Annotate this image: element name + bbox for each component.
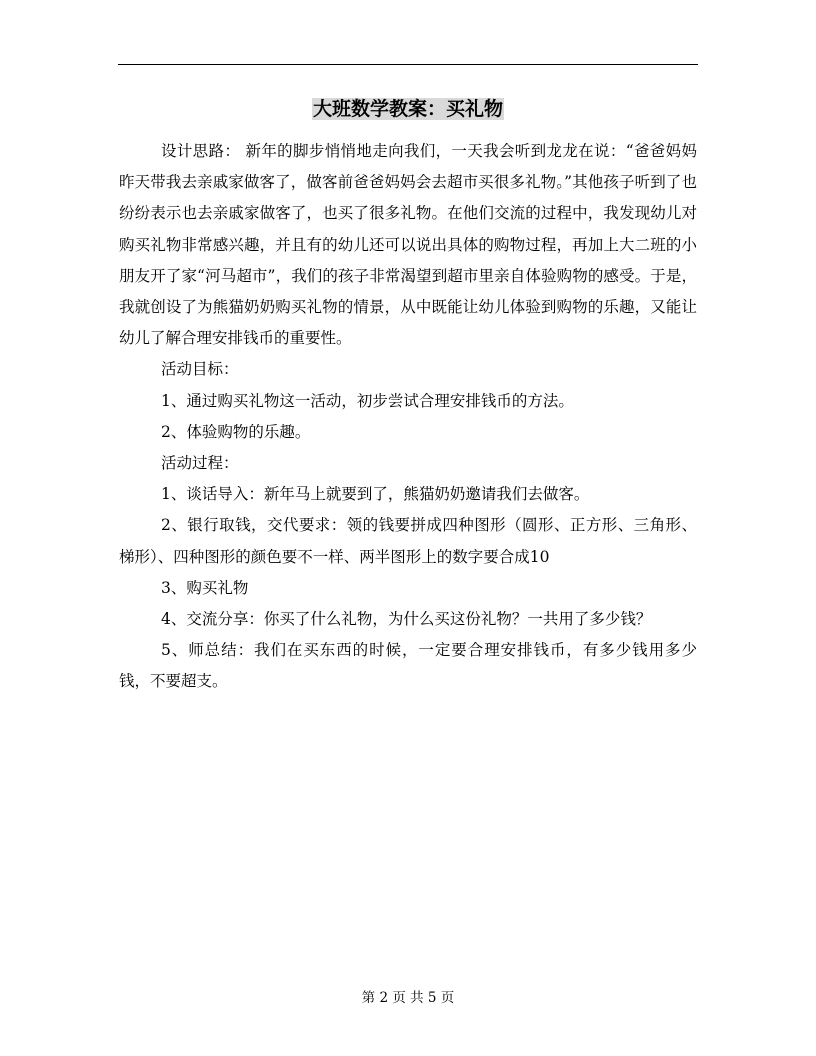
heading-activity-goals: 活动目标： xyxy=(161,360,239,379)
process-step-5: 5、师总结：我们在买东西的时候，一定要合理安排钱币，有多少钱用多少钱，不要超支。 xyxy=(119,641,697,691)
document-title xyxy=(0,94,816,124)
document-title-text: 大班数学教案：买礼物 xyxy=(312,98,503,120)
process-step-2: 2、银行取钱，交代要求：领的钱要拼成四种图形（圆形、正方形、三角形、梯形）、四种图形的颜色要不一样、两半图形上的数字要合成10 xyxy=(119,516,697,566)
document-body xyxy=(119,136,697,698)
page-number-footer: 第 2 页 共 5 页 xyxy=(361,990,455,1006)
heading-activity-process: 活动过程： xyxy=(161,454,239,473)
goal-item-2: 2、体验购物的乐趣。 xyxy=(161,422,311,441)
process-step-3: 3、购买礼物 xyxy=(161,578,249,597)
paragraph-design-idea: 设计思路： 新年的脚步悄悄地走向我们，一天我会听到龙龙在说：“爸爸妈妈昨天带我去亲戚家做客了，做客前爸爸妈妈会去超市买很多礼物。”其他孩子听到了也纷纷表示也去亲戚家做客了，也买了很多礼物。在他们交流的过程中，我发现幼儿对购买礼物非常感兴趣，并且有的幼儿还可以说出具体的购物过程，再加上大二班的小朋友开了家“河马超市”，我们的孩子非常渴望到超市里亲自体验购物的感受。于是，我就创设了为熊猫奶奶购买礼物的情景，从中既能让幼儿体验到购物的乐趣，又能让幼儿了解合理安排钱币的重要性。 xyxy=(119,142,697,348)
process-step-1: 1、谈话导入：新年马上就要到了，熊猫奶奶邀请我们去做客。 xyxy=(161,485,590,504)
goal-item-1: 1、通过购买礼物这一活动，初步尝试合理安排钱币的方法。 xyxy=(161,391,574,410)
header-rule xyxy=(118,64,698,65)
process-step-4: 4、交流分享：你买了什么礼物，为什么买这份礼物？一共用了多少钱？ xyxy=(161,610,652,629)
